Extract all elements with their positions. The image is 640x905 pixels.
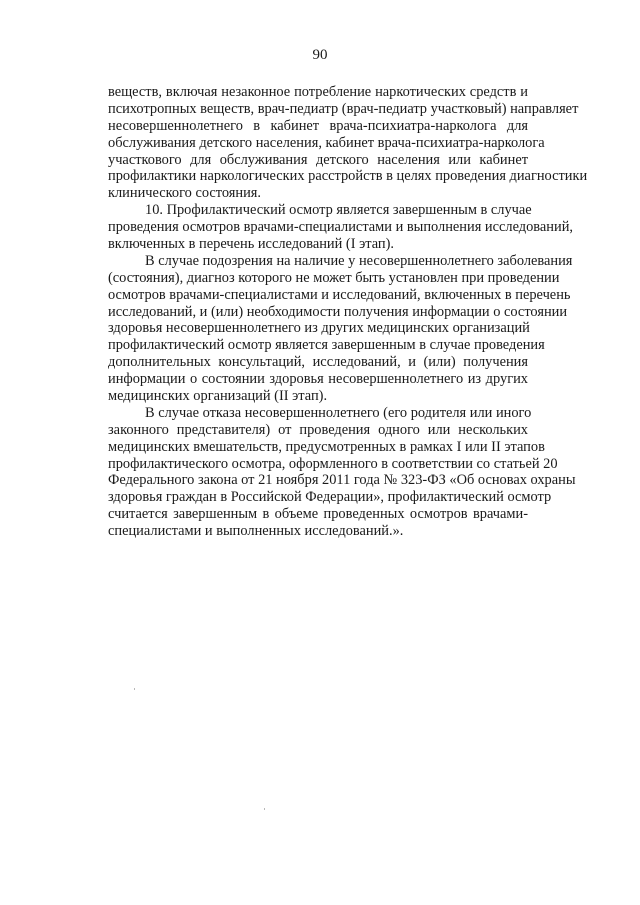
text-line: Федерального закона от 21 ноября 2011 года № 323-ФЗ «Об основах охраны [108,472,576,489]
text-line: здоровья граждан в Российской Федерации», профилактический осмотр [108,489,552,506]
text-line: В случае подозрения на наличие у несовершеннолетнего заболевания [145,252,573,269]
text-line: обслуживания детского населения, кабинет врача-психиатра-нарколога [108,134,545,151]
paragraph-3 [108,252,573,405]
text-line: исследований, и (или) необходимости получения информации о состоянии [108,303,568,320]
text-line: осмотров врачами-специалистами и исследований, включенных в перечень [108,286,571,303]
page-number: 90 [312,47,328,63]
text-line: профилактики наркологических расстройств в целях проведения диагностики [108,168,588,185]
scan-speck [264,808,265,810]
text-line: специалистами и выполненных исследований.». [108,523,404,540]
text-line: проведения осмотров врачами-специалистами и выполнения исследований, [108,219,573,236]
paragraph-1 [108,84,588,202]
text-line: профилактический осмотр является завершенным в случае проведения [108,337,545,354]
text-line: 10. Профилактический осмотр является завершенным в случае [145,202,532,219]
text-line: несовершеннолетнего в кабинет врача-психиатра-нарколога для [108,117,528,134]
text-line: психотропных веществ, врач-педиатр (врач-педиатр участковый) направляет [108,100,579,117]
paragraph-2 [108,202,573,253]
text-line: здоровья несовершеннолетнего из других медицинских организаций [108,320,530,337]
text-line: профилактического осмотра, оформленного в соответствии со статьей 20 [108,455,558,472]
text-line: медицинских вмешательств, предусмотренных в рамках I или II этапов [108,438,545,455]
text-line: участкового для обслуживания детского населения или кабинет [108,151,528,168]
text-line: считается завершенным в объеме проведенных осмотров врачами- [108,506,528,523]
text-line: медицинских организаций (II этап). [108,388,328,405]
text-line: веществ, включая незаконное потребление наркотических средств и [108,84,528,100]
text-line: дополнительных консультаций, исследований, и (или) получения [108,354,528,371]
text-line: В случае отказа несовершеннолетнего (его родителя или иного [145,404,532,421]
text-line: (состояния), диагноз которого не может быть установлен при проведении [108,269,560,286]
text-line: клинического состояния. [108,185,262,202]
paragraph-4 [108,404,576,540]
text-line: информации о состоянии здоровья несовершеннолетнего из других [108,371,528,388]
text-line: законного представителя) от проведения одного или нескольких [108,421,528,438]
text-line: включенных в перечень исследований (I этап). [108,236,395,253]
document-body [108,84,588,540]
scan-speck [134,688,135,690]
